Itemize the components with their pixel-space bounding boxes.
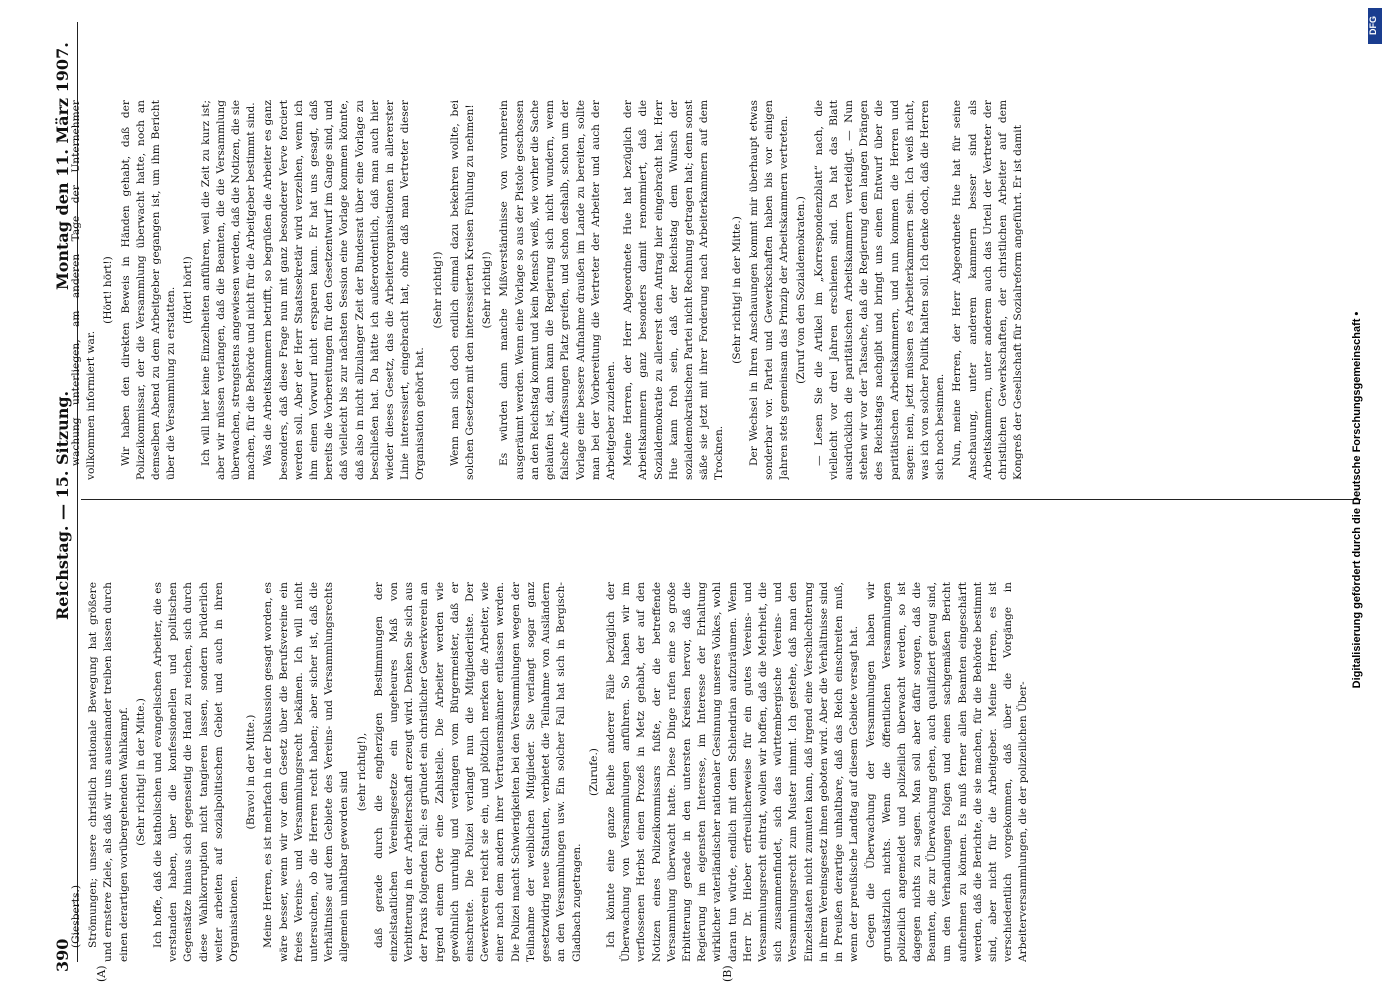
session-date: Montag den 11. März 1907. [53, 42, 72, 290]
digitization-credit: Digitalisierung gefördert durch die Deutsche Forschungsgemeinschaft • [1351, 311, 1363, 689]
column-divider [81, 499, 1361, 500]
margin-letter-a: (A) [95, 965, 108, 982]
paragraph: Ich will hier keine Einzelheiten anführen, weil die Zeit zu kurz ist; aber wir müssen verlangen, daß die Beamten, die die Versammlung überwachen, strengstens angewiesen werden, daß die Notizen, die sie machen, für die Behörde und nicht für die Arbeitgeber bestimmt sind. [199, 100, 258, 480]
interjection: (Sehr richtig!) [431, 251, 444, 329]
right-column [69, 100, 1349, 480]
left-column [69, 582, 1349, 962]
paragraph: (Giesberts.) [70, 885, 82, 948]
interjection: (Hört! hört!) [182, 256, 195, 324]
paragraph: Gegen die Überwachung der Versammlungen haben wir grundsätzlich nichts. Wenn die öffentlichen Versammlungen polizeilich angemeldet und polizeilich überwacht werden, so ist dagegen nichts zu sagen. Man soll aber dafür sorgen, daß die Beamten, die zur Überwachung gehen, auch qualifiziert genug sind, um den Verhandlungen folgen und einen sachgemäßen Bericht aufnehmen zu können. Es muß ferner allen Beamten eingeschärft werden, daß die Berichte, die sie machen, für die Behörde bestimmt sind, aber nicht für die Arbeitgeber. Meine Herren, es ist verschiedentlich vorgekommen, daß über die Vorgänge in Arbeiterversammlungen, die der polizeilichen Über- [865, 582, 1030, 962]
paragraph: Was die Arbeitskammern betrifft, so begrüßen die Arbeiter es ganz besonders, daß diese Frage nun mit ganz besonderer Verve forciert werden soll. Aber der Herr Staatssekretär wird verzeihen, wenn ich ihm einen Vorwurf nicht ersparen kann. Er hat uns gesagt, daß bereits die Vorbereitungen für den Gesetzentwurf im Gange sind, und daß vielleicht bis zur nächsten Session eine Vorlage kommen könnte, daß also in nicht allzulanger Zeit der Bundesrat über eine Vorlage zu beschließen hat. Da hätte ich außerordentlich, daß man auch hier wieder dieses Gesetz, das die Arbeiterorganisationen in allererster Linie interessiert, eingebracht hat, ohne daß man Vertreter dieser Organisation gehört hat. [262, 100, 427, 480]
dfg-logo: DFG [1368, 8, 1382, 44]
scanned-page [21, 20, 1361, 980]
paragraph: — Lesen Sie die Artikel im „Korrespondenzblatt“ nach, die vielleicht vor drei Jahren erschienen sind. Da hat das Blatt ausdrücklich die paritätischen Arbeitskammern verteidigt. — Nun stehen wir vor der Tatsache, daß die Regierung dem langen Drängen des Reichstags nachgibt und bringt uns einen Entwurf über die paritätischen Arbeitskammern, und nun kommen die Herren und sagen: nein, jetzt müssen es Arbeiterkammern sein. Ich weiß nicht, was ich von solcher Politik halten soll. Ich denke doch, daß die Herren sich noch besinnen. [812, 100, 947, 480]
paragraph: Wenn man sich doch endlich einmal dazu bekehren wollte, bei solchen Gesetzen mit den interessierten Kreisen Fühlung zu nehmen! [448, 100, 477, 480]
paragraph: wachung unterliegen, am anderen Tage der Unternehmer vollkommen informiert war. [70, 100, 98, 480]
paragraph: Meine Herren, der Herr Abgeordnete Hue hat bezüglich der Arbeitskammern ganz besonders damit renommiert, daß die Sozialdemokratie zu allererst den Antrag hier eingebracht hat. Herr Hue kann froh sein, daß der Reichstag dem Wunsch der sozialdemokratischen Partei nicht Rechnung getragen hat; denn sonst säße sie jetzt mit ihrer Forderung nach Arbeiterkammern auf dem Trocknen. [622, 100, 726, 480]
paragraph: Meine Herren, es ist mehrfach in der Diskussion gesagt worden, es wäre besser, wenn wir vor dem Gesetz über die Berufsvereine ein freies Vereins- und Versammlungsrecht bekämen. Ich will nicht untersuchen, ob die Herren recht haben; aber sicher ist, daß die Verhältnisse auf dem Gebiete des Vereins- und Versammlungsrechts allgemein unhaltbar geworden sind [262, 582, 351, 962]
interjection: (Hört! hört!) [102, 256, 115, 324]
interjection: (Zurufe.) [587, 748, 600, 796]
paragraph: daß gerade durch die engherzigen Bestimmungen der einzelstaatlichen Vereinsgesetze ein ungeheures Maß von Verbitterung in der Arbeiterschaft erzeugt wird. Denken Sie sich aus der Praxis folgenden Fall: es gründet ein christlicher Gewerkverein an irgend einem Orte eine Zahlstelle. Die Arbeiter werden wie gewöhnlich unruhig und verlangen vom Bürgermeister, daß er einschreite. Die Polizei verlangt nun die Mitgliederliste. Der Gewerkverein reicht sie ein, und plötzlich merken die Arbeiter, wie einer nach dem andern ihrer Vertrauensmänner entlassen werden. Die Polizei macht Schwierigkeiten bei den Versammlungen wegen der Teilnahme der weiblichen Mitglieder. Sie verlangt sogar ganz gesetzwidrig neue Statuten, verbietet die Teilnahme von Ausländern an den Versammlungen usw. Ein solcher Fall hat sich in Bergisch-Gladbach zugetragen. [372, 582, 583, 962]
interjection: (Zuruf von den Sozialdemokraten.) [795, 196, 808, 384]
paragraph: Der Wechsel in Ihren Anschauungen kommt mir überhaupt etwas sonderbar vor. Partei und Gewerkschaften haben bis vor einigen Jahren stets gemeinsam das Prinzip der Arbeitskammern vertreten. [747, 100, 791, 480]
paragraph: Strömungen; unsere christlich nationale Bewegung hat größere und ernstere Ziele, als daß wir uns auseinander treiben lassen durch einen derartigen vorübergehenden Wahlkampf. [87, 582, 130, 962]
interjection: (Sehr richtig! in der Mitte.) [134, 698, 147, 846]
interjection: (Sehr richtig! in der Mitte.) [730, 216, 743, 364]
page-number: 390 [53, 938, 72, 972]
session-title: Reichstag. — 15. Sitzung. [53, 390, 72, 620]
paragraph: Wir haben den direkten Beweis in Händen gehabt, daß der Polizeikommissar, der die Versammlung überwacht hatte, noch an demselben Abend zu dem Arbeitgeber gegangen ist, um ihm Bericht über die Versammlung zu erstatten. [119, 100, 178, 480]
paragraph: Ich hoffe, daß die katholischen und evangelischen Arbeiter, die es verstanden haben, über die konfessionellen und politischen Gegensätze hinaus sich gegenseitig die Hand zu reichen, sich durch diese Wahlkorruption nicht tangieren lassen, sondern brüderlich weiter arbeiten auf sozialpolitischem Gebiet und auch in ihren Organisationen. [152, 582, 241, 962]
paragraph: Es würden dann manche Mißverständnisse von vornherein ausgeräumt werden. Wenn eine Vorlage so aus der Pistole geschossen an den Reichstag kommt und kein Mensch weiß, wie vorher die Sache gelaufen ist, dann kann die Regierung sich nicht wundern, wenn falsche Auffassungen Platz greifen, und schon deshalb, schon um der Vorlage eine bessere Aufnahme draußen im Lande zu bereiten, sollte man bei der Vorbereitung die Vertreter der Arbeiter und auch der Arbeitgeber zuziehen. [498, 100, 617, 480]
margin-letter-b: (B) [721, 965, 734, 982]
interjection: (sehr richtig!), [355, 732, 368, 812]
paragraph: Ich könnte eine ganze Reihe anderer Fälle bezüglich der Überwachung von Versammlungen anführen. So haben wir im verflossenen Herbst einen Prozeß in Metz gehabt, der auf den Notizen eines Polizeikommissars fußte, der die betreffende Versammlung überwacht hatte. Diese Dinge rufen eine so große Erbitterung gerade in den untersten Kreisen hervor, daß die Regierung im eigensten Interesse, im Interesse der Erhaltung wirklicher vaterländischer nationaler Gesinnung unseres Volkes, wohl daran tun würde, endlich mit dem Schlendrian aufzuräumen. Wenn Herr Dr. Hieber erfreulicherweise für ein gutes Vereins- und Versammlungsrecht eintrat, wollen wir hoffen, daß die Mehrheit, die sich zusammenfindet, sich das württembergische Vereins- und Versammlungsrecht zum Muster nimmt. Ich gestehe, daß man den Einzelstaaten nicht zumuten kann, daß irgend eine Verschlechterung in ihrem Vereinsgesetz ihnen geboten wird. Aber die Verhältnisse sind in Preußen derartige unhaltbare, daß das Reich einschreiten muß, wenn der preußische Landtag auf diesem Gebiete versagt hat. [604, 582, 861, 962]
paragraph: Nun, meine Herren, der Herr Abgeordnete Hue hat für seine Anschauung, unter anderem kammern besser sind als Arbeitskammern, unter anderem auch das Urteil der Vertreter der christlichen Gewerkschaften, der christlichen Arbeiter auf dem Kongreß der Gesellschaft für Sozialreform angeführt. Er ist damit [951, 100, 1025, 480]
interjection: (Bravo! in der Mitte.) [245, 714, 258, 830]
interjection: (Sehr richtig!) [481, 251, 494, 329]
